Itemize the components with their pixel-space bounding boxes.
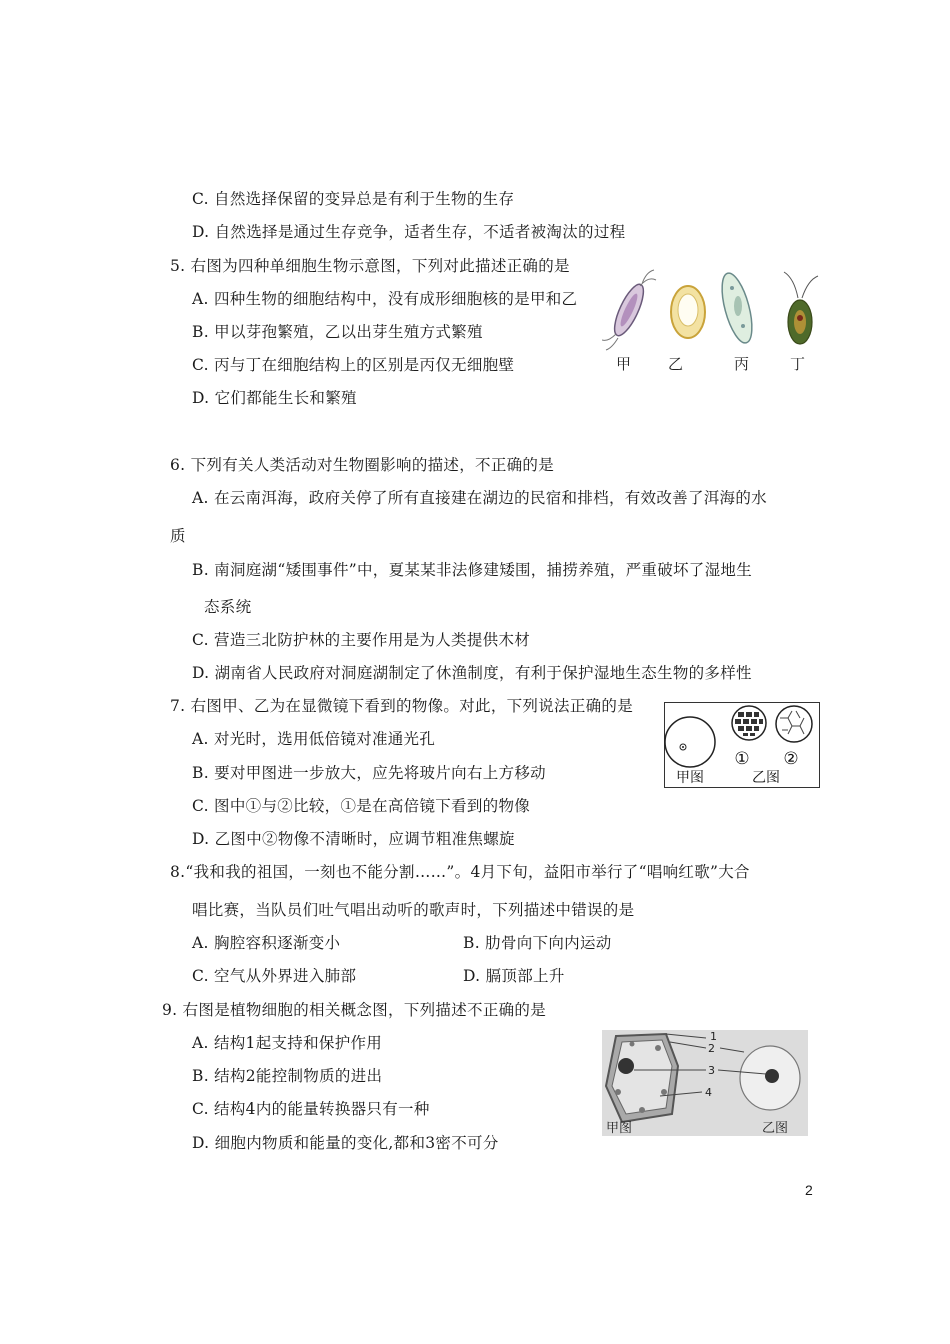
yi-field-2 (776, 706, 812, 742)
bacterium-icon (602, 270, 656, 350)
q5-label-jia: 甲 (616, 355, 632, 373)
q9-num-1: 1 (710, 1030, 717, 1043)
q6-option-b: B. 南洞庭湖“矮围事件”中，夏某某非法修建矮围，捕捞养殖，严重破坏了湿地生 (192, 561, 752, 579)
q8-option-b: B. 肋骨向下向内运动 (463, 934, 612, 952)
q5-option-d: D. 它们都能生长和繁殖 (192, 389, 357, 407)
q6-option-a-cont: 质 (170, 527, 186, 545)
page-number: 2 (805, 1182, 813, 1198)
animal-cell-icon (740, 1046, 800, 1110)
q7-stem: 7. 右图甲、乙为在显微镜下看到的物像。对此，下列说法正确的是 (170, 697, 634, 715)
q8-option-a: A. 胸腔容积逐渐变小 (192, 934, 341, 952)
q7-num-2: ② (783, 749, 799, 769)
q5-option-a: A. 四种生物的细胞结构中，没有成形细胞核的是甲和乙 (192, 290, 578, 308)
q7-num-1: ① (734, 749, 750, 769)
q9-num-4: 4 (705, 1086, 712, 1099)
q6-option-a: A. 在云南洱海，政府关停了所有直接建在湖边的民宿和排档，有效改善了洱海的水 (192, 489, 767, 507)
paramecium-icon (716, 270, 758, 346)
yi-field-1 (732, 706, 766, 740)
jia-field-of-view (665, 717, 715, 767)
q5-label-yi: 乙 (668, 355, 684, 373)
q4-option-c: C. 自然选择保留的变异总是有利于生物的生存 (192, 190, 515, 208)
plant-cell-icon (606, 1034, 678, 1122)
q9-cell-figure (602, 1030, 808, 1136)
q6-stem: 6. 下列有关人类活动对生物圈影响的描述，不正确的是 (170, 456, 555, 474)
q9-option-c: C. 结构4内的能量转换器只有一种 (192, 1100, 430, 1118)
q6-option-d: D. 湖南省人民政府对洞庭湖制定了休渔制度，有利于保护湿地生态生物的多样性 (192, 664, 752, 682)
q9-label-jia: 甲图 (606, 1121, 633, 1136)
q8-stem: 8.“我和我的祖国，一刻也不能分割……”。4月下旬，益阳市举行了“唱响红歌”大合 (170, 863, 750, 881)
q7-option-c: C. 图中①与②比较，①是在高倍镜下看到的物像 (192, 797, 531, 815)
q9-label-yi: 乙图 (762, 1121, 789, 1136)
q5-organisms-figure (602, 268, 824, 376)
q7-option-d: D. 乙图中②物像不清晰时，应调节粗准焦螺旋 (192, 830, 515, 848)
q9-option-d: D. 细胞内物质和能量的变化,都和3密不可分 (192, 1134, 499, 1152)
q4-option-d: D. 自然选择是通过生存竞争，适者生存，不适者被淘汰的过程 (192, 223, 626, 241)
q6-option-b-cont: 态系统 (204, 598, 252, 616)
q9-num-3: 3 (708, 1064, 715, 1077)
euglena-icon (784, 272, 818, 344)
q8-option-c: C. 空气从外界进入肺部 (192, 967, 357, 985)
q7-option-a: A. 对光时，选用低倍镜对准通光孔 (192, 730, 436, 748)
q7-label-jia: 甲图 (676, 770, 704, 786)
q9-option-a: A. 结构1起支持和保护作用 (192, 1034, 383, 1052)
q9-num-2: 2 (708, 1042, 715, 1055)
q7-microscope-figure (664, 702, 820, 788)
q9-stem: 9. 右图是植物细胞的相关概念图，下列描述不正确的是 (162, 1001, 547, 1019)
q5-option-b: B. 甲以芽孢繁殖，乙以出芽生殖方式繁殖 (192, 323, 483, 341)
q8-option-d: D. 膈顶部上升 (463, 967, 565, 985)
q5-label-ding: 丁 (790, 355, 806, 373)
q8-stem-cont: 唱比赛，当队员们吐气唱出动听的歌声时，下列描述中错误的是 (192, 901, 635, 919)
q5-label-bing: 丙 (734, 355, 750, 373)
q7-option-b: B. 要对甲图进一步放大，应先将玻片向右上方移动 (192, 764, 546, 782)
q9-option-b: B. 结构2能控制物质的进出 (192, 1067, 383, 1085)
q5-stem: 5. 右图为四种单细胞生物示意图，下列对此描述正确的是 (170, 257, 570, 275)
yeast-icon (671, 286, 705, 338)
q7-label-yi: 乙图 (752, 770, 780, 786)
q5-option-c: C. 丙与丁在细胞结构上的区别是丙仅无细胞壁 (192, 356, 515, 374)
q6-option-c: C. 营造三北防护林的主要作用是为人类提供木材 (192, 631, 531, 649)
